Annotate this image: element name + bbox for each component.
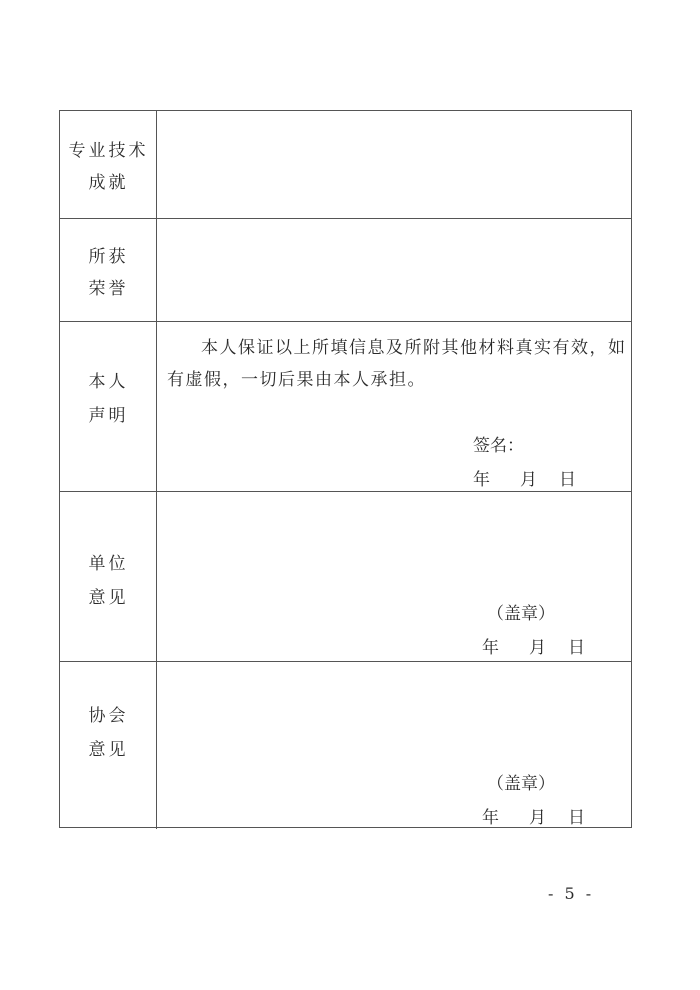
date-day: 日 xyxy=(568,808,585,828)
achievements-input-area[interactable] xyxy=(157,111,631,218)
row-label-line: 本人 xyxy=(88,372,129,392)
association-opinion-area[interactable] xyxy=(157,662,631,829)
declaration-content xyxy=(157,322,631,491)
row-association-opinion xyxy=(60,662,631,829)
row-unit-opinion xyxy=(60,492,631,662)
label-cell xyxy=(60,662,157,829)
honors-input-area[interactable] xyxy=(157,219,631,321)
row-label-line: 意见 xyxy=(88,740,129,760)
row-label-line: 意见 xyxy=(88,588,129,608)
label-cell xyxy=(60,111,157,218)
row-label-line: 荣誉 xyxy=(88,279,129,299)
row-label-line: 专业技术 xyxy=(68,141,149,161)
row-label-line: 单位 xyxy=(88,554,129,574)
unit-opinion-area[interactable] xyxy=(157,492,631,661)
date-line xyxy=(482,638,585,658)
label-cell xyxy=(60,492,157,661)
date-month: 月 xyxy=(529,808,546,828)
seal-label: （盖章） xyxy=(487,604,555,624)
label-cell xyxy=(60,322,157,491)
row-personal-declaration xyxy=(60,322,631,492)
date-month: 月 xyxy=(529,638,546,658)
date-year: 年 xyxy=(473,470,490,490)
signature-label: 签名： xyxy=(473,436,524,456)
date-line xyxy=(473,470,576,490)
date-year: 年 xyxy=(482,808,499,828)
date-line xyxy=(482,808,585,828)
row-label-line: 声明 xyxy=(88,406,129,426)
row-honors xyxy=(60,219,631,322)
date-day: 日 xyxy=(559,470,576,490)
date-month: 月 xyxy=(520,470,537,490)
row-label-line: 协会 xyxy=(88,706,129,726)
date-year: 年 xyxy=(482,638,499,658)
row-professional-achievements xyxy=(60,111,631,219)
row-label-line: 成就 xyxy=(88,173,129,193)
declaration-text: 本人保证以上所填信息及所附其他材料真实有效，如有虚假，一切后果由本人承担。 xyxy=(167,338,627,390)
date-day: 日 xyxy=(568,638,585,658)
application-form-table xyxy=(59,110,632,828)
row-label-line: 所获 xyxy=(88,247,129,267)
seal-label: （盖章） xyxy=(487,774,555,794)
page-number: - 5 - xyxy=(548,884,595,903)
label-cell xyxy=(60,219,157,321)
